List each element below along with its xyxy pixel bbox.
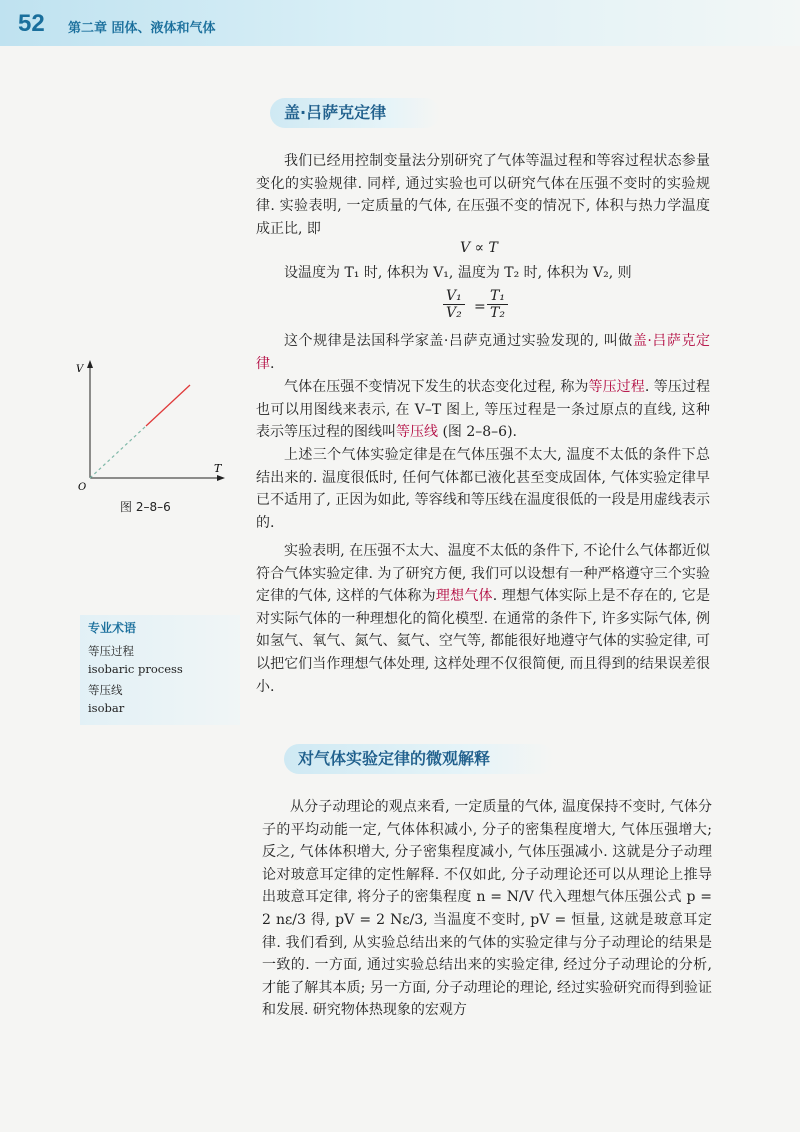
figure-vt-graph <box>70 358 230 494</box>
x-axis-label: T <box>214 462 222 475</box>
isobar-solid-segment <box>146 385 190 426</box>
text-isobaric-c: (图 2–8–6). <box>438 424 517 441</box>
term-isobar: 等压线 <box>396 424 438 441</box>
fraction-denominator-v2: V₂ <box>443 304 465 321</box>
text-isobaric-b: . 等压过程也可以用图线来表示, 在 V–T 图上, 等压过程是一条过原点的直线, 这种表示等压过程的图线叫 <box>256 379 711 441</box>
term-isobaric-process: 等压过程 <box>588 379 645 395</box>
formula-equals: = <box>474 299 486 315</box>
page-header <box>0 0 800 46</box>
section-title-micro-explanation: 对气体实验定律的微观解释 <box>284 744 554 774</box>
fraction-denominator-t2: T₂ <box>487 304 508 321</box>
text-period: . <box>270 355 275 372</box>
formula-proportional: V ∝ T <box>460 240 498 256</box>
term-gay-lussac-law: 盖·吕萨克定律 <box>256 333 710 372</box>
fraction-numerator-v1: V₁ <box>446 288 462 304</box>
term-ideal-gas: 理想气体 <box>435 588 493 605</box>
formula-ratio-left <box>443 288 465 321</box>
paragraph-ideal-gas <box>256 540 710 698</box>
section-title-gay-lussac: 盖·吕萨克定律 <box>270 98 440 128</box>
paragraph-conditions: 上述三个气体实验定律是在气体压强不太大, 温度不太低的条件下总结出来的. 温度很低时, 任何气体都已液化甚至变成固体, 气体实验定律早已不适用了, 正因为如此, 等容线和等压线在温度很低的一段是用虚线表示的. <box>256 447 710 531</box>
formula-ratio-right <box>487 288 508 321</box>
figure-caption: 图 2–8–6 <box>120 500 171 514</box>
x-axis-arrow <box>217 475 225 481</box>
paragraph-isobaric <box>256 376 710 444</box>
text-ideal-gas-b: . 理想气体实际上是不存在的, 它是对实际气体的一种理想化的简化模型. 在通常的条件下, 许多实际气体, 例如氢气、氧气、氮气、氦气、空气等, 都能很好地遵守气体的实验定律, 可以把它们当作理想气体处理, 这样处理不仅很简便, 而且得到的结果误差很小. <box>256 588 710 695</box>
text-isobaric-a: 气体在压强不变情况下发生的状态变化过程, 称为 <box>284 379 589 395</box>
text-ideal-gas-a: 实验表明, 在压强不太大、温度不太低的条件下, 不论什么气体都近似符合气体实验定律. 为了研究方便, 我们可以设想有一种严格遵守三个实验定律的气体, 这样的气体称为 <box>256 543 710 605</box>
isobar-dashed-segment <box>90 426 146 478</box>
text-discovery: 这个规律是法国科学家盖·吕萨克通过实验发现的, 叫做 <box>284 333 633 349</box>
sidebar-term: isobaric process <box>88 662 183 676</box>
sidebar-terminology <box>80 615 240 725</box>
fraction-numerator-t1: T₁ <box>490 288 505 304</box>
paragraph-intro: 我们已经用控制变量法分别研究了气体等温过程和等容过程状态参量变化的实验规律. 同样, 通过实验也可以研究气体在压强不变时的实验规律. 实验表明, 一定质量的气体, 在压强不变的情况下, 体积与热力学温度成正比, 即 <box>256 153 710 237</box>
origin-label: O <box>78 482 87 493</box>
sidebar-term: 等压过程 <box>88 644 134 658</box>
paragraph-micro-explanation: 从分子动理论的观点来看, 一定质量的气体, 温度保持不变时, 气体分子的平均动能一定, 气体体积减小, 分子的密集程度增大, 气体压强增大; 反之, 气体体积增大, 分子密集程度减小, 气体压强减小. 这就是分子动理论对玻意耳定律的定性解释. 不仅如此, 分子动理论还可以从理论上推导出玻意耳定律, 将分子的密集程度 n = N/V 代入理想气体压强公式 p = 2 nε/3 得, pV = 2 Nε/3, 当温度不变时, pV = 恒量, 这就是玻意耳定律. 我们看到, 从实验总结出来的气体的实验定律与分子动理论的结果是一致的. 一方面, 通过实验总结出来的实验定律, 经过分子动理论的分析, 才能了解其本质; 另一方面, 分子动理论的理论, 经过实验研究而得到验证和发展. 研究物体热现象的宏观方 <box>262 799 712 1019</box>
sidebar-term: 等压线 <box>88 683 123 697</box>
sidebar-title: 专业术语 <box>88 621 137 635</box>
chapter-title: 第二章 固体、液体和气体 <box>68 21 216 36</box>
y-axis-label: V <box>76 364 84 375</box>
y-axis-arrow <box>87 360 93 368</box>
paragraph-definitions: 设温度为 T₁ 时, 体积为 V₁, 温度为 T₂ 时, 体积为 V₂, 则 <box>284 265 632 281</box>
sidebar-term: isobar <box>88 701 125 715</box>
page-number: 52 <box>18 10 45 37</box>
paragraph-discovery <box>256 330 710 375</box>
